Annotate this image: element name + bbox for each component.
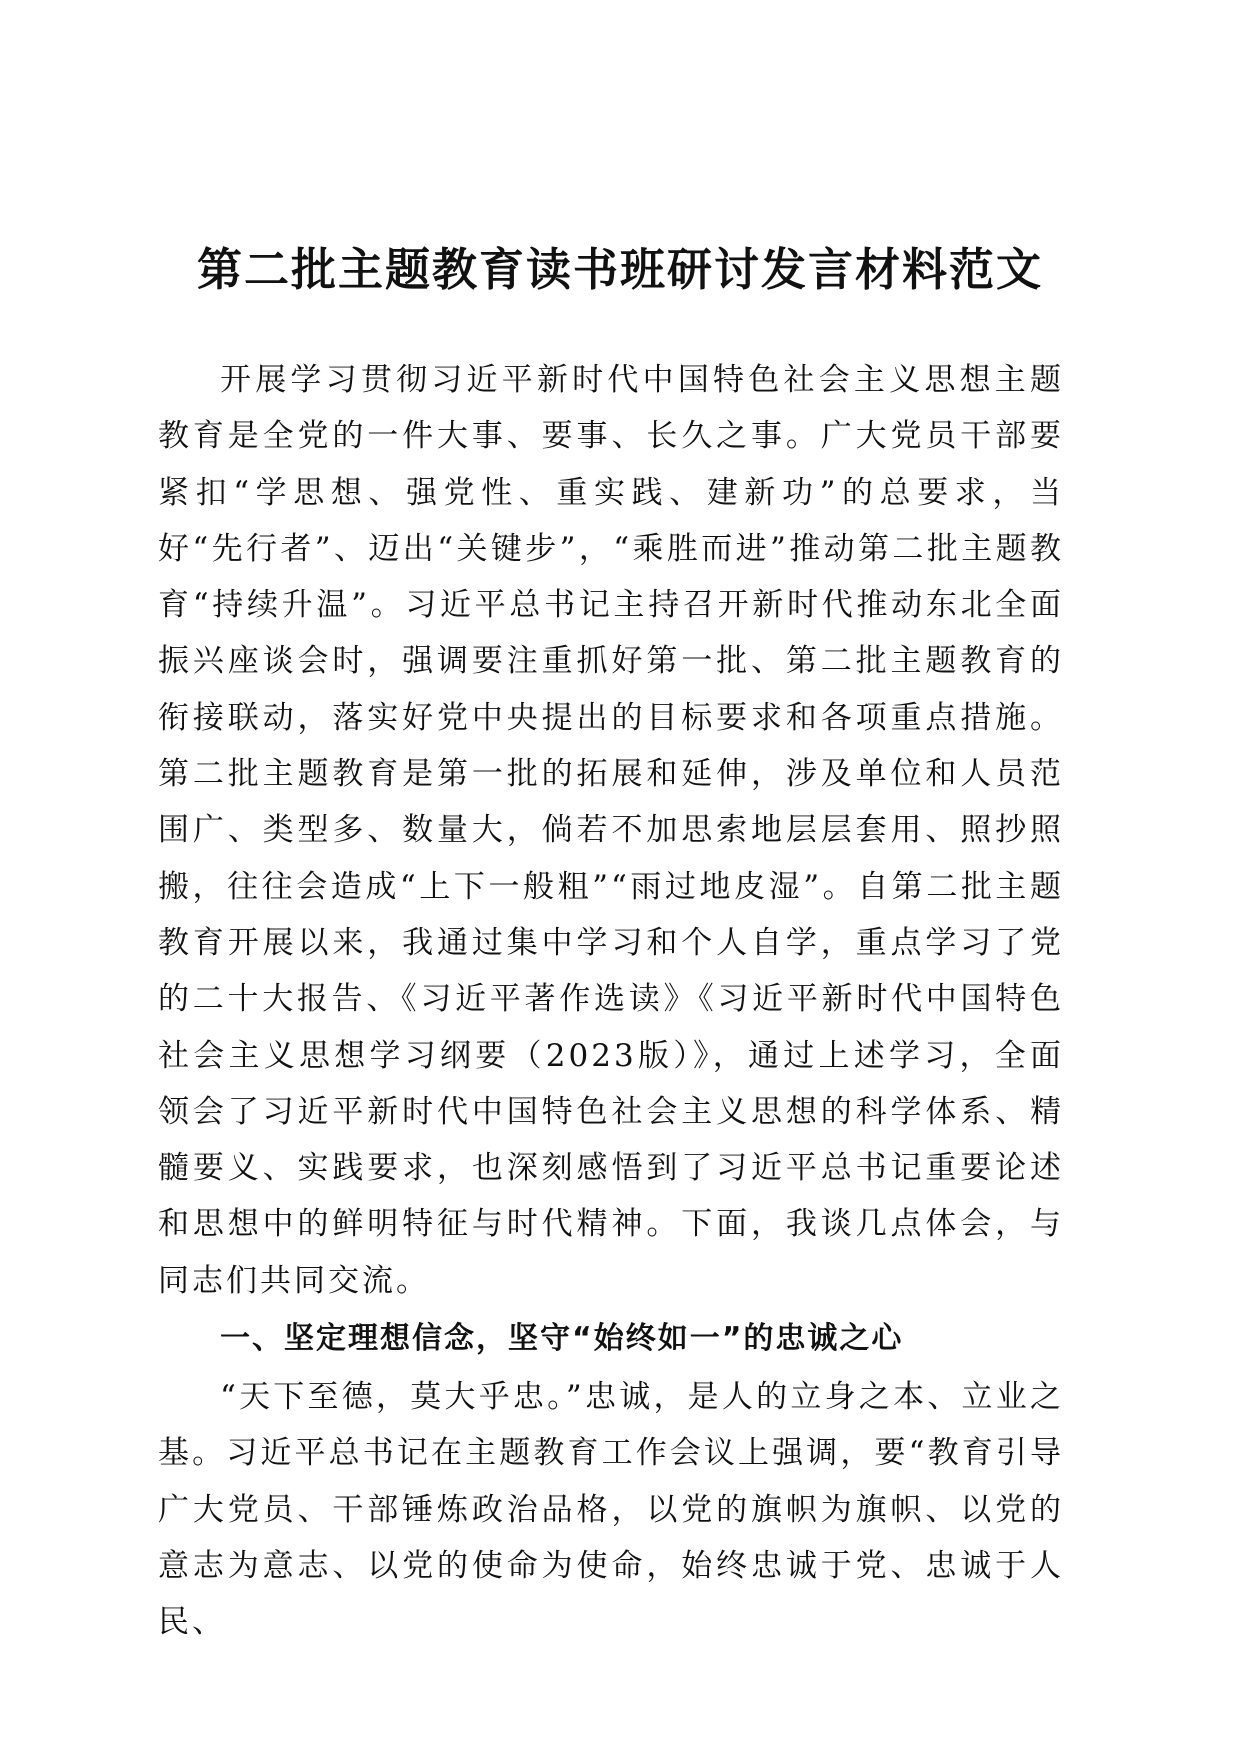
document-body — [158, 352, 1064, 1651]
section-heading-1: 一、坚定理想信念，坚守“始终如一”的忠诚之心 — [220, 1321, 904, 1357]
section-1-paragraph: “天下至德，莫大乎忠。”忠诚，是人的立身之本、立业之基。习近平总书记在主题教育工作会议上强调，要“教育引导广大党员、干部锤炼政治品格，以党的旗帜为旗帜、以党的意志为意志、以党的使命为使命，始终忠诚于党、忠诚于人民、 — [158, 1379, 1064, 1641]
document-title: 第二批主题教育读书班研讨发言材料范文 — [196, 243, 1043, 296]
intro-paragraph: 开展学习贯彻习近平新时代中国特色社会主义思想主题教育是全党的一件大事、要事、长久之事。广大党员干部要紧扣“学思想、强党性、重实践、建新功”的总要求，当好“先行者”、迈出“关键步”，“乘胜而进”推动第二批主题教育“持续升温”。习近平总书记主持召开新时代推动东北全面振兴座谈会时，强调要注重抓好第一批、第二批主题教育的衔接联动，落实好党中央提出的目标要求和各项重点措施。第二批主题教育是第一批的拓展和延伸，涉及单位和人员范围广、类型多、数量大，倘若不加思索地层层套用、照抄照搬，往往会造成“上下一般粗”“雨过地皮湿”。自第二批主题教育开展以来，我通过集中学习和个人自学，重点学习了党的二十大报告、《习近平著作选读》《习近平新时代中国特色社会主义思想学习纲要（2023版）》，通过上述学习，全面领会了习近平新时代中国特色社会主义思想的科学体系、精髓要义、实践要求，也深刻感悟到了习近平总书记重要论述和思想中的鲜明特征与时代精神。下面，我谈几点体会，与同志们共同交流。 — [158, 362, 1064, 1299]
